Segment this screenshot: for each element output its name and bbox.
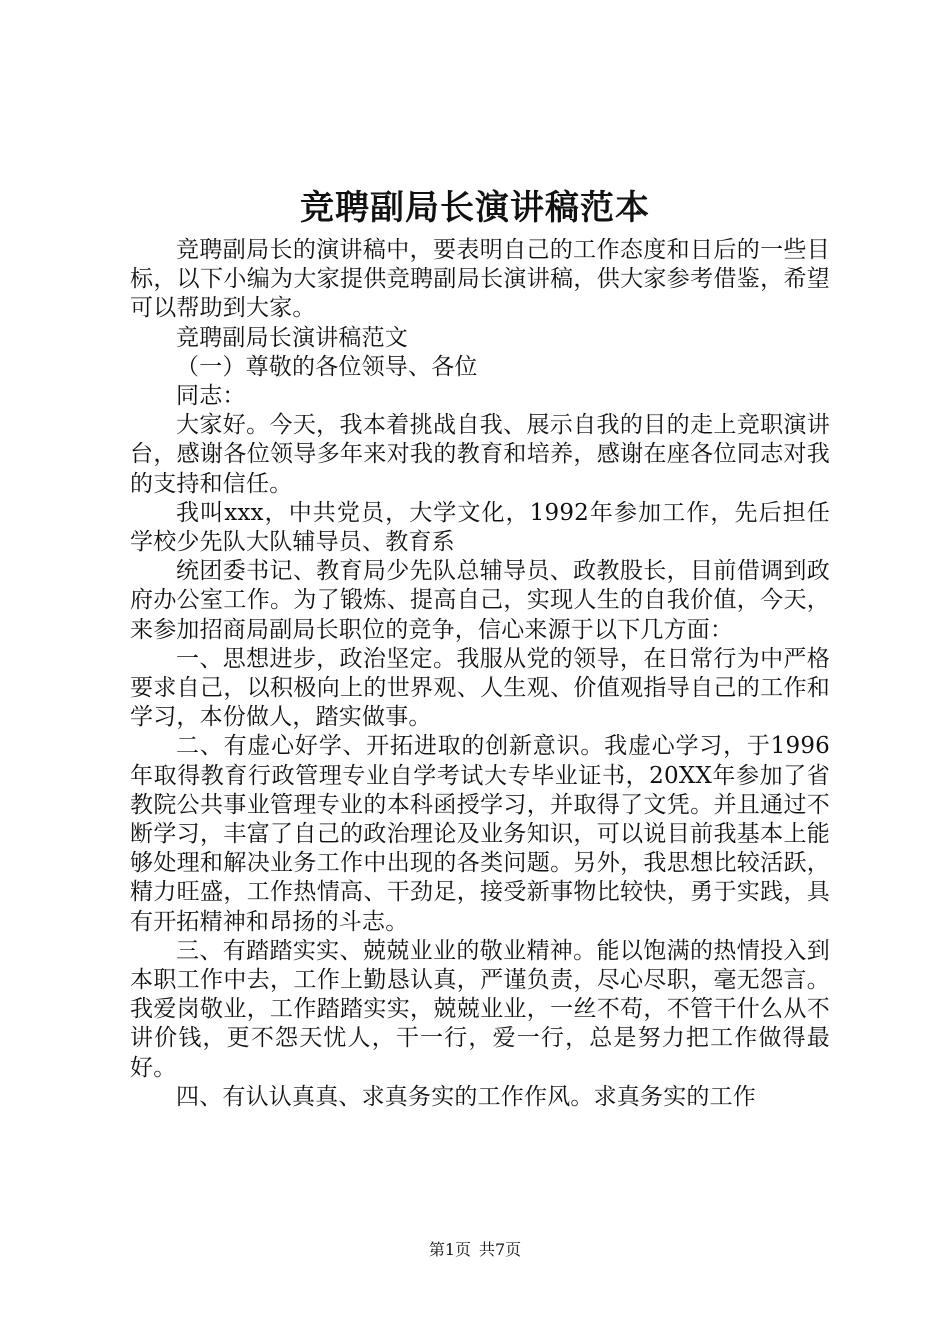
- paragraph-point-2: 二、有虚心好学、开拓进取的创新意识。我虚心学习，于1996年取得教育行政管理专业自学考试大专毕业证书，20XX年参加了省教院公共事业管理专业的本科函授学习，并取得了文凭。并且通过不断学习，丰富了自己的政治理论及业务知识，可以说目前我基本上能够处理和解决业务工作中出现的各类问题。另外，我思想比较活跃，精力旺盛，工作热情高、干劲足，接受新事物比较快，勇于实践，具有开拓精神和昂扬的斗志。: [130, 733, 830, 935]
- paragraph-intro: 竞聘副局长的演讲稿中，要表明自己的工作态度和日后的一些目标，以下小编为大家提供竞聘副局长演讲稿，供大家参考借鉴，希望可以帮助到大家。: [130, 237, 830, 322]
- paragraph-salutation-2: 同志：: [176, 383, 246, 410]
- paragraph-greeting: 大家好。今天，我本着挑战自我、展示自我的目的走上竞职演讲台，感谢各位领导多年来对我的教育和培养，感谢在座各位同志对我的支持和信任。: [130, 412, 830, 497]
- paragraph-point-4: 四、有认认真真、求真务实的工作作风。求真务实的工作: [176, 1083, 756, 1110]
- document-body: [130, 236, 830, 1112]
- paragraph-background-1: 我叫xxx，中共党员，大学文化，1992年参加工作，先后担任学校少先队大队辅导员、教育系: [130, 499, 830, 556]
- page-number: 第1页: [428, 1240, 471, 1259]
- page-total: 共7页: [479, 1240, 522, 1259]
- page-footer: [0, 1240, 950, 1260]
- document-title: 竞聘副局长演讲稿范本: [300, 188, 650, 228]
- paragraph-subtitle: 竞聘副局长演讲稿范文: [176, 324, 408, 351]
- paragraph-background-2: 统团委书记、教育局少先队总辅导员、政教股长，目前借调到政府办公室工作。为了锻炼、提高自己，实现人生的自我价值，今天，来参加招商局副局长职位的竞争，信心来源于以下几方面：: [130, 558, 830, 643]
- paragraph-point-3: 三、有踏踏实实、兢兢业业的敬业精神。能以饱满的热情投入到本职工作中去，工作上勤恳认真，严谨负责，尽心尽职，毫无怨言。我爱岗敬业，工作踏踏实实，兢兢业业，一丝不苟，不管干什么从不讲价钱，更不怨天忧人，干一行，爱一行，总是努力把工作做得最好。: [130, 937, 830, 1081]
- paragraph-salutation-1: （一）尊敬的各位领导、各位: [176, 353, 478, 380]
- paragraph-point-1: 一、思想进步，政治坚定。我服从党的领导，在日常行为中严格要求自己，以积极向上的世界观、人生观、价值观指导自己的工作和学习，本份做人，踏实做事。: [130, 645, 830, 731]
